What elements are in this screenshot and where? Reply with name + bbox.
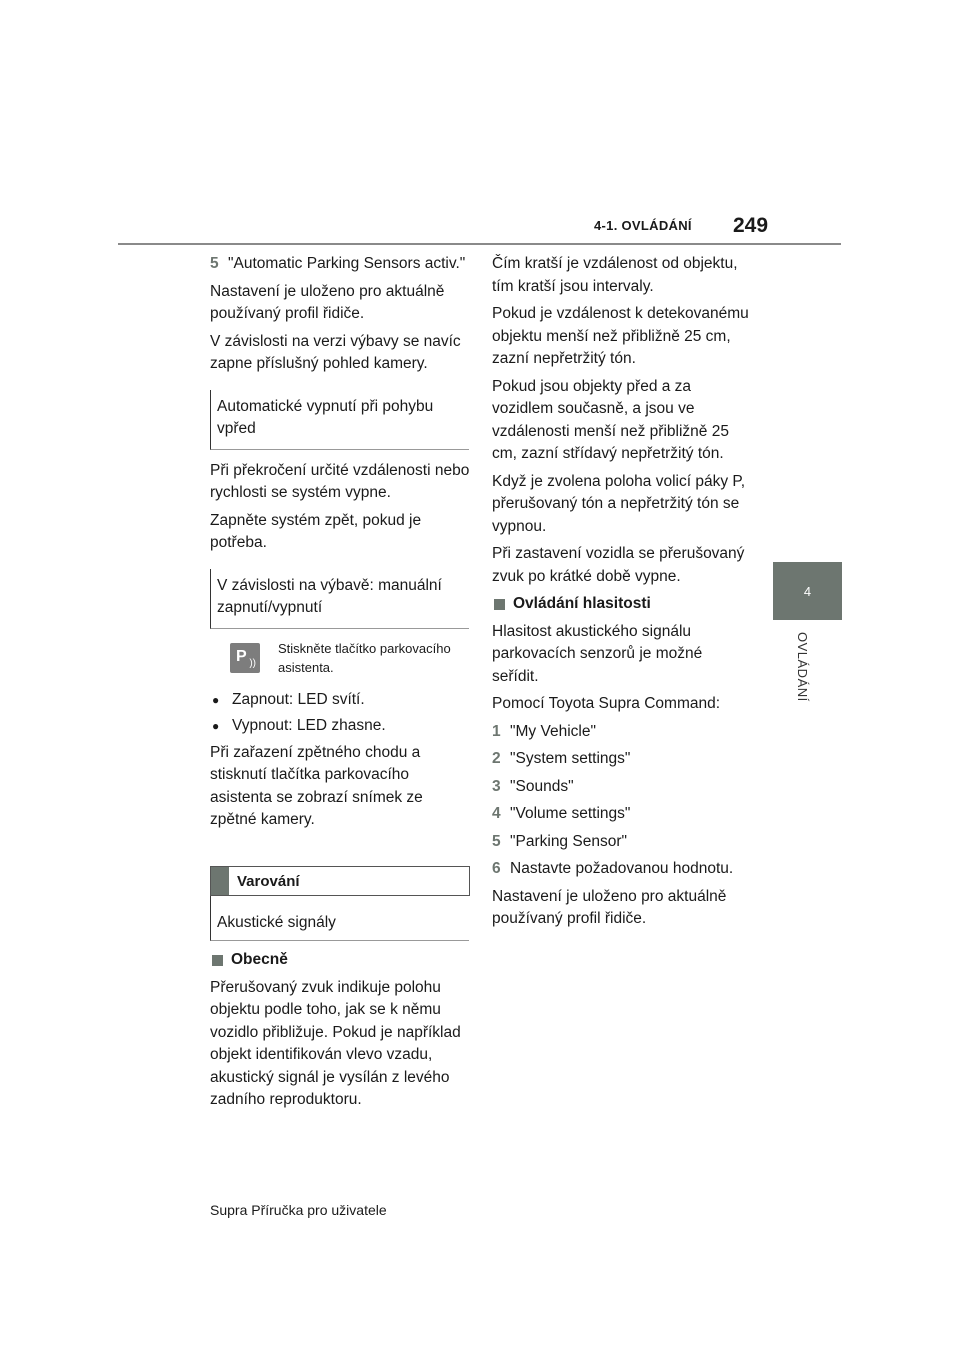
step-item <box>210 253 470 276</box>
step-item <box>492 776 752 799</box>
step-item <box>492 831 752 854</box>
list-item-text: Vypnout: LED zhasne. <box>232 717 386 734</box>
paragraph: Přerušovaný zvuk indikuje polohu objektu podle toho, jak se k němu vozidlo přibližuje. Pokud je například objekt identifikován vlevo vzadu, akustický signál je vysílán z levého zadního reproduktoru. <box>210 978 461 1108</box>
square-bullet-icon <box>212 955 223 966</box>
list-item-text: Zapnout: LED svítí. <box>232 690 365 708</box>
step-text: "Sounds" <box>510 777 574 795</box>
paragraph: Když je zvolena poloha volicí páky P, přerušovaný tón a nepřetržitý tón se vypnou. <box>492 472 746 535</box>
step-text: "System settings" <box>510 750 631 767</box>
info-box: V závislosti na výbavě: manuální zapnutí/vypnutí <box>210 569 469 629</box>
left-column <box>210 253 470 1117</box>
chapter-label: OVLÁDÁNÍ <box>795 632 810 702</box>
paragraph: Při zastavení vozidla se přerušovaný zvuk po krátké době vypne. <box>492 545 745 585</box>
footer-title: Supra Příručka pro uživatele <box>210 1202 387 1218</box>
list-item <box>210 715 470 738</box>
warning-subtitle: Akustické signály <box>210 896 469 942</box>
step-number: 4 <box>492 805 501 822</box>
step-text: Nastavte požadovanou hodnotu. <box>510 860 734 877</box>
warning-bar <box>211 867 229 895</box>
right-column <box>492 253 752 936</box>
warning-box <box>210 866 470 896</box>
paragraph: Pokud je vzdálenost k detekovanému objektu menší než přibližně 25 cm, zazní nepřetržitý tón. <box>492 305 749 367</box>
paragraph: Při překročení určité vzdálenosti nebo rychlosti se systém vypne. <box>210 461 470 501</box>
step-text: "Volume settings" <box>510 805 631 822</box>
paragraph: Čím kratší je vzdálenost od objektu, tím kratší jsou intervaly. <box>492 255 738 295</box>
paragraph: Pokud jsou objekty před a za vozidlem současně, a jsou ve vzdálenosti menší než přibližně 25 cm, zazní střídavý nepřetržitý tón. <box>492 377 729 462</box>
step-number: 2 <box>492 750 501 767</box>
paragraph: Při zařazení zpětného chodu a stisknutí tlačítka parkovacího asistenta se zobrazí snímek ze zpětné kamery. <box>210 743 423 828</box>
square-bullet-icon <box>494 599 505 610</box>
step-number: 3 <box>492 777 501 795</box>
paragraph: Pomocí Toyota Supra Command: <box>492 695 721 712</box>
step-item <box>492 858 752 881</box>
section-title: 4-1. OVLÁDÁNÍ <box>594 218 692 233</box>
step-number: 1 <box>492 722 501 740</box>
step-text: "My Vehicle" <box>510 722 596 740</box>
paragraph: Nastavení je uloženo pro aktuálně používaný profil řidiče. <box>492 887 727 927</box>
step-number: 6 <box>492 860 501 877</box>
step-item <box>492 748 752 771</box>
parking-assist-icon: P )) <box>230 643 260 673</box>
chapter-number: 4 <box>803 583 812 599</box>
list-item <box>210 689 470 712</box>
page-number: 249 <box>733 214 769 237</box>
paragraph: Zapněte systém zpět, pokud je potřeba. <box>210 511 422 551</box>
subheading: Ovládání hlasitosti <box>492 593 752 616</box>
bullet-icon: ● <box>212 719 220 733</box>
icon-caption: Stiskněte tlačítko parkovacího asistenta. <box>278 640 451 675</box>
chapter-tab <box>773 562 842 620</box>
warning-title: Varování <box>237 872 300 890</box>
step-number: 5 <box>210 255 219 272</box>
step-text: "Parking Sensor" <box>510 832 627 850</box>
info-box: Automatické vypnutí při pohybu vpřed <box>210 390 469 450</box>
step-number: 5 <box>492 832 501 850</box>
subheading: Obecně <box>210 949 470 972</box>
paragraph: V závislosti na verzi výbavy se navíc zapne příslušný pohled kamery. <box>210 332 461 372</box>
step-item <box>492 721 752 744</box>
paragraph: Hlasitost akustického signálu parkovacích senzorů je možné seřídit. <box>492 622 703 685</box>
bullet-icon: ● <box>212 692 220 707</box>
step-item <box>492 803 752 826</box>
icon-row <box>230 639 470 677</box>
header-divider <box>118 243 841 245</box>
paragraph: Nastavení je uloženo pro aktuálně používaný profil řidiče. <box>210 282 445 322</box>
step-text: "Automatic Parking Sensors activ." <box>228 255 466 272</box>
